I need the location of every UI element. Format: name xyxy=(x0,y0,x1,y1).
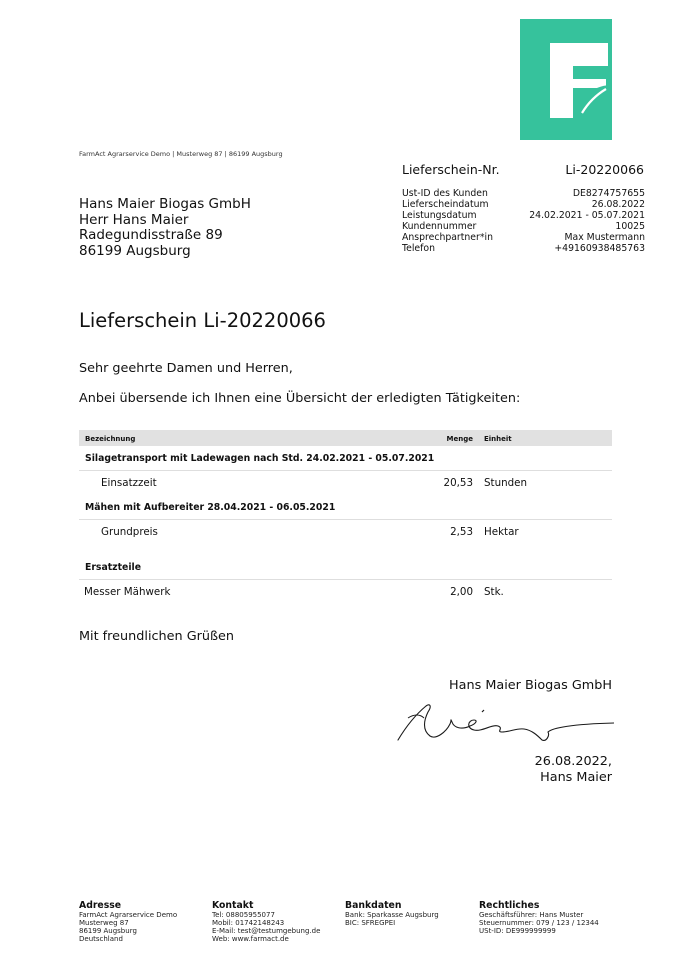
footer-website[interactable]: Web: www.farmact.de xyxy=(212,935,289,943)
intro-text: Anbei übersende ich Ihnen eine Übersicht der erledigten Tätigkeiten: xyxy=(79,391,521,406)
meta-label: Lieferscheindatum xyxy=(402,199,489,210)
meta-row xyxy=(402,243,645,254)
item-unit: Stunden xyxy=(484,477,528,489)
item-description: Grundpreis xyxy=(101,526,158,538)
footer-bank xyxy=(345,900,439,927)
meta-label: Leistungsdatum xyxy=(402,210,477,221)
header-description: Bezeichnung xyxy=(85,435,136,443)
footer-heading: Bankdaten xyxy=(345,900,402,911)
delivery-note-number-value: Li-20220066 xyxy=(565,162,644,177)
group-row xyxy=(79,555,612,580)
recipient-address xyxy=(79,197,251,259)
footer-heading: Adresse xyxy=(79,900,122,911)
item-quantity: 2,00 xyxy=(450,586,473,598)
item-description: Einsatzzeit xyxy=(101,477,157,489)
group-row xyxy=(79,446,612,471)
header-unit: Einheit xyxy=(484,435,512,443)
item-description: Messer Mähwerk xyxy=(84,586,171,598)
footer-legal xyxy=(479,900,599,935)
footer-line: Deutschland xyxy=(79,935,123,943)
table-row xyxy=(79,471,612,495)
footer-contact xyxy=(212,900,320,943)
item-unit: Stk. xyxy=(484,586,504,598)
footer-line: Tel: 08805955077 xyxy=(212,911,275,919)
group-title: Mähen mit Aufbereiter 28.04.2021 - 06.05.2021 xyxy=(85,502,336,513)
item-unit: Hektar xyxy=(484,526,519,538)
handwritten-signature xyxy=(392,696,614,746)
closing-phrase: Mit freundlichen Grüßen xyxy=(79,629,235,644)
signature-block xyxy=(535,754,612,786)
meta-row xyxy=(402,188,645,199)
greeting: Sehr geehrte Damen und Herren, xyxy=(79,361,293,376)
group-title: Silagetransport mit Ladewagen nach Std. 24.02.2021 - 05.07.2021 xyxy=(85,453,435,464)
meta-row xyxy=(402,232,645,243)
document-meta xyxy=(402,188,645,254)
sender-address-line: FarmAct Agrarservice Demo | Musterweg 87 | 86199 Augsburg xyxy=(79,150,283,158)
recipient-contact: Herr Hans Maier xyxy=(79,211,189,228)
meta-value: 24.02.2021 - 05.07.2021 xyxy=(529,210,645,221)
meta-row xyxy=(402,210,645,221)
footer-heading: Rechtliches xyxy=(479,900,540,911)
footer-line: BIC: SFREGPEI xyxy=(345,919,396,927)
meta-label: Ansprechpartner*in xyxy=(402,232,493,243)
document-title: Lieferschein Li-20220066 xyxy=(79,309,326,332)
signature-company: Hans Maier Biogas GmbH xyxy=(449,678,612,693)
meta-value: Max Mustermann xyxy=(564,232,645,243)
meta-label: Kundennummer xyxy=(402,221,477,232)
meta-label: Telefon xyxy=(402,243,435,254)
farmact-leaf-logo-icon xyxy=(520,19,612,140)
group-title: Ersatzteile xyxy=(85,562,142,573)
footer-email[interactable]: E-Mail: test@testumgebung.de xyxy=(212,927,321,935)
footer-line: Musterweg 87 xyxy=(79,919,129,927)
row-spacer xyxy=(79,544,612,555)
meta-value: 26.08.2022 xyxy=(591,199,645,210)
item-quantity: 2,53 xyxy=(450,526,473,538)
item-quantity: 20,53 xyxy=(443,477,473,489)
table-header xyxy=(79,430,612,446)
footer-line: Steuernummer: 079 / 123 / 12344 xyxy=(479,919,599,927)
recipient-city: 86199 Augsburg xyxy=(79,242,191,259)
recipient-company: Hans Maier Biogas GmbH xyxy=(79,196,251,212)
footer-line: 86199 Augsburg xyxy=(79,927,137,935)
meta-row xyxy=(402,221,645,232)
footer-heading: Kontakt xyxy=(212,900,254,911)
meta-label: Ust-ID des Kunden xyxy=(402,188,488,199)
meta-row xyxy=(402,199,645,210)
table-row xyxy=(79,580,612,604)
footer-line: Mobil: 01742148243 xyxy=(212,919,285,927)
footer-line: FarmAct Agrarservice Demo xyxy=(79,911,178,919)
meta-value: +49160938485763 xyxy=(554,243,645,254)
footer-line: Bank: Sparkasse Augsburg xyxy=(345,911,439,919)
meta-value: 10025 xyxy=(615,221,645,232)
footer-line: USt-ID: DE999999999 xyxy=(479,927,556,935)
table-row xyxy=(79,520,612,544)
delivery-note-number-label: Lieferschein-Nr. xyxy=(402,162,500,177)
signature-date: 26.08.2022, xyxy=(534,754,612,769)
footer-line: Geschäftsführer: Hans Muster xyxy=(479,911,584,919)
header-quantity: Menge xyxy=(446,435,473,443)
services-table xyxy=(79,430,612,604)
recipient-street: Radegundisstraße 89 xyxy=(79,227,223,243)
group-row xyxy=(79,495,612,520)
signature-name: Hans Maier xyxy=(540,770,612,785)
footer-address xyxy=(79,900,177,943)
meta-value: DE8274757655 xyxy=(572,188,645,199)
